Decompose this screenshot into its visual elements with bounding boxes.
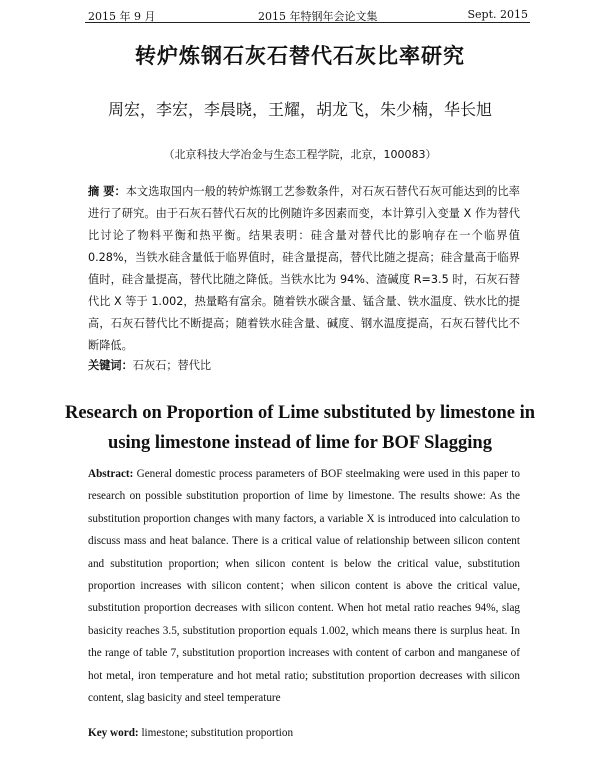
english-keywords [88, 727, 520, 739]
english-abstract-label: Abstract: [88, 468, 134, 480]
english-title [60, 398, 540, 458]
header-rule [85, 22, 530, 23]
chinese-affiliation: （北京科技大学冶金与生态工程学院，北京，100083） [163, 148, 437, 161]
chinese-authors: 周宏，李宏，李晨晓，王耀，胡龙飞，朱少楠，华长旭 [107, 100, 492, 119]
chinese-abstract-text: 本文选取国内一般的转炉炼钢工艺参数条件，对石灰石替代石灰可能达到的比率进行了研究。由于石灰石替代石灰的比例随许多因素而变，本计算引入变量 X 作为替代比讨论了物料平衡和热平衡。结果表明：硅含量对替代比的影响存在一个临界值 0.28%，当铁水硅含量低于临界值时，硅含量提高，替代比随之提高；硅含量高于临界值时，硅含量提高，替代比随之降低。当铁水比为 94%、渣碱度 R=3.5 时，石灰石替代比 X 等于 1.002，热量略有富余。随着铁水碳含量、锰含量、铁水温度、铁水比的提高，石灰石替代比不断提高；随着铁水硅含量、碱度、钢水温度提高，石灰石替代比不断降低。 [88, 185, 520, 352]
running-header [88, 8, 528, 22]
english-keywords-text: limestone; substitution proportion [141, 727, 294, 739]
chinese-keywords-label: 关键词： [88, 359, 133, 372]
chinese-abstract-label: 摘 要： [88, 185, 126, 198]
chinese-keywords-text: 石灰石；替代比 [132, 359, 212, 372]
header-date-en: Sept. 2015 [467, 8, 528, 21]
chinese-abstract [88, 181, 520, 357]
english-title-line-1: Research on Proportion of Lime substituted by limestone in [64, 403, 536, 423]
chinese-title: 转炉炼钢石灰石替代石灰比率研究 [135, 44, 465, 68]
english-abstract-text: General domestic process parameters of BOF steelmaking were used in this paper to research on possible substitution proportion of lime by limestone. The results showe: As the substitution proportion changes with many factors, a variable X is introduced into calculation to discuss mass and heat balance. There is a critical value of relationship between silicon content and substitution proportion; when silicon content is below the critical value, substitution proportion increases with silicon content；when silicon content is above the critical value, substitution proportion decreases with silicon content. When hot metal ratio reaches 94%, slag basicity reaches 3.5, substitution proportion equals 1.002, which means there is surplus heat. In the range of table 7, substitution proportion increases with content of carbon and manganese of hot metal, iron temperature and hot metal ratio; substitution proportion decreases with silicon content, slag basicity and steel temperature [88, 468, 520, 705]
english-title-line-2: using limestone instead of lime for BOF Slagging [108, 433, 492, 453]
header-proceedings-title: 2015 年特钢年会论文集 [258, 10, 378, 23]
english-keywords-label: Key word: [88, 727, 139, 739]
chinese-keywords [88, 357, 520, 373]
header-date-cn: 2015 年 9 月 [88, 10, 156, 23]
english-abstract [88, 463, 520, 709]
